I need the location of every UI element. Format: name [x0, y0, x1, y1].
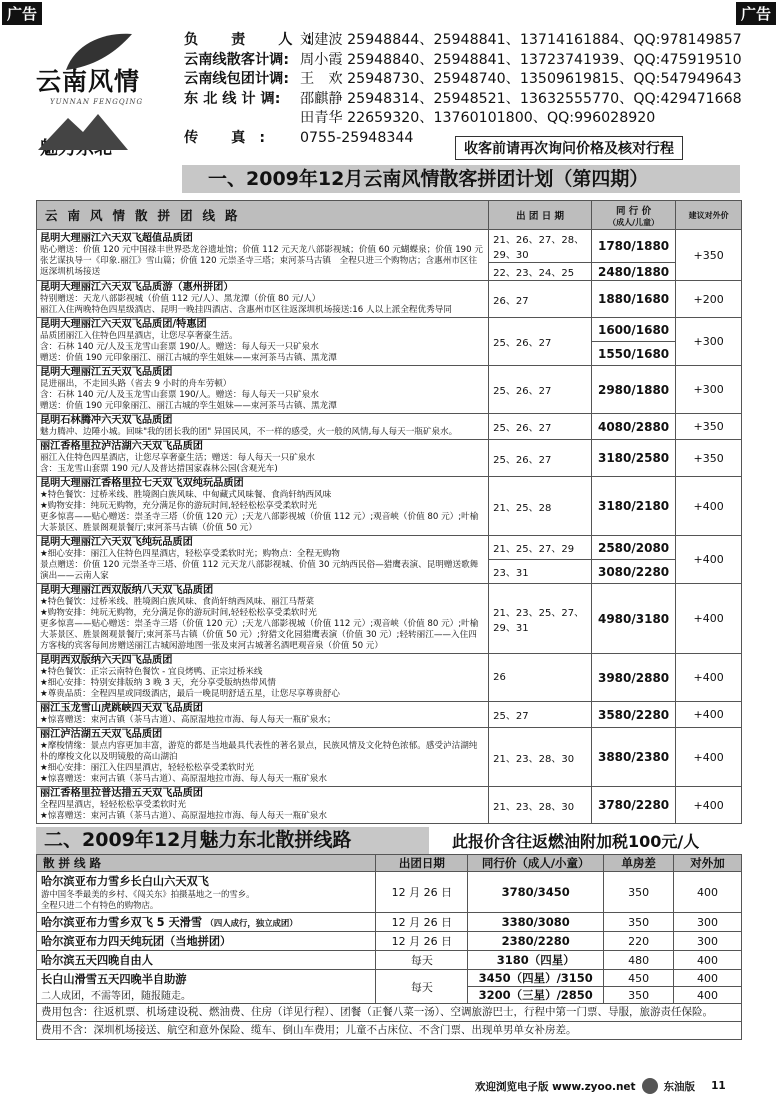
table-row: 22、23、24、25 2480/1880 [37, 263, 742, 281]
table-row: 3200（三星）/2850 350 400 [37, 987, 742, 1004]
table-row: 丽江玉龙雪山虎跳峡四天双飞品质团 ★惊喜赠送：束河古镇（茶马古道）、高原湿地拉市海、每人每天一瓶矿泉水； 25、27 3580/2280 +400 [37, 702, 742, 728]
table-row: 丽江香格里拉普达措五天双飞品质团 全程四星酒店，轻轻松松享受柔软时光 ★惊喜赠送：束河古镇（茶马古道）、高原湿地拉市海、每人每天一瓶矿泉水 21、23、28、30 3780/2280 +400 [37, 787, 742, 824]
col2-out: 对外加 [674, 855, 742, 872]
table-row: 昆明大理丽江西双版纳八天双飞品质团 ★特色餐饮：过桥米线、胜境阁白族风味、食尚轩纳西风味、丽江马帮菜 ★购物安排：纯玩无购物，充分满足你的游玩时间,轻轻松松享受柔软时光 更多惊喜——贴心赠送：崇圣寺三塔（价值 120 元）;天龙八部影视城（价值 112 元）;观音峡（价值 80 元）;叶榆大茶景区、胜景阁观景餐厅;束河茶马古镇（价值 50 元）;狩猎文化园猎鹰表演（价值 30 元）;轻转丽江——入住四方客栈的宾客每间房赠送丽江古城闲游地图一张及束河古城著名酒吧观音泉（价值 50 元） 21、23、25、27、29、31 4980/3180 +400 [37, 584, 742, 654]
contact-value: 王 欢 25948730、25948740、13509619815、QQ:547949643 [300, 71, 742, 88]
footer-logo-icon [642, 1078, 658, 1094]
col2-price: 同行价（成人/小童） [468, 855, 604, 872]
footer-site[interactable]: 欢迎浏览电子版 www.zyoo.net [475, 1080, 636, 1093]
dongbei-table [36, 854, 742, 1040]
table-row: 哈尔滨五天四晚自由人 每天 3180（四星） 480 400 [37, 951, 742, 970]
contact-row [184, 31, 742, 51]
section2-title: 二、2009年12月魅力东北散拼线路 [36, 827, 429, 854]
footer-page: 11 [711, 1080, 726, 1092]
table-row: 昆明大理丽江六天双飞品质团/特惠团 品质团丽江入住特色四星酒店，让您尽享奢豪生活。 含：石林 140 元/人及玉龙雪山套票 190/人。赠送：每人每天一只矿泉水 赠送：价值 190 元印象丽江、丽江古城的孪生姐妹——束河茶马古镇、黑龙潭 25、26、27 1600/1680 +300 [37, 318, 742, 342]
col2-route: 散 拼 线 路 [37, 855, 376, 872]
contact-value: 刘建波 25948844、25948841、13714161884、QQ:978149857 [300, 32, 742, 48]
footer [475, 1078, 726, 1094]
contact-label [184, 109, 300, 129]
table-row: 昆明大理丽江六天双飞超值品质团 贴心赠送：价值 120 元中国禄丰世界恐龙谷遗址馆；价值 112 元天龙八部影视城；价值 60 元蝴蝶泉；价值 190 元张艺谋执导一《印象.丽江》雪山篇；价值 120 元崇圣寺三塔；束河茶马古镇 全程只进三个购物店；含惠州市区往返深圳机场接送 21、26、27、28、29、30 1780/1880 +350 [37, 230, 742, 263]
table-row: 昆明石林腾冲六天双飞品质团 魅力腾冲、边陲小城。回味"我的团长我的团" 异国民风，不一样的感受，火一般的风情,每人每天一瓶矿泉水。 25、26、27 4080/2880 +350 [37, 414, 742, 440]
notice-box: 收客前请再次询问价格及核对行程 [455, 136, 683, 160]
contact-list [184, 31, 742, 149]
contact-row [184, 109, 742, 129]
table-row: 哈尔滨亚布力四天纯玩团（当地拼团） 12 月 26 日 2380/2280 220 300 [37, 932, 742, 951]
contact-label: 传 真: [184, 129, 279, 146]
contact-value: 邵麒静 25948314、25948521、13632555770、QQ:429471668 [300, 90, 742, 107]
col-dates: 出 团 日 期 [489, 201, 592, 230]
contact-value: 周小霞 25948840、25948841、13723741939、QQ:475919510 [300, 51, 742, 68]
table-row: 长白山滑雪五天四晚半自助游 二人成团，不需等团，随报随走。 每天 3450（四星）/3150 450 400 [37, 970, 742, 987]
section2-note: 此报价含往返燃油附加税100元/人 [452, 832, 700, 851]
table-row: 丽江泸沽湖五天双飞品质团 ★摩梭情缘：景点内容更加丰富，游览的都是当地最具代表性的著名景点，民族风情及文化特色浓郁。感受泸沽湖纯朴的摩梭文化以及明镜般的高山湖泊 ★细心安排：丽江入住四星酒店，轻轻松松享受柔软时光 ★惊喜赠送：束河古镇（茶马古道）、高原湿地拉市海、每人每天一瓶矿泉水 21、23、28、30 3880/2380 +400 [37, 728, 742, 787]
table-row: 昆明大理丽江六天双飞纯玩品质团 ★细心安排：丽江入住特色四星酒店，轻松享受柔软时光；购物点：全程无购物 景点赠送：价值 120 元崇圣寺三塔、价值 112 元天龙八部影视城、价值 30 元纳西民俗—猎鹰表演、昆明赠送歌舞演出——云南人家 21、25、27、29 2580/2080 +400 [37, 536, 742, 560]
section1-title: 一、2009年12月云南风情散客拼团计划（第四期） [182, 165, 740, 193]
table-row: 费用不含：深圳机场接送、航空和意外保险、缆车、倒山车费用；儿童不占床位、不含门票、出现单男单女补房差。 [37, 1022, 742, 1040]
col2-dates: 出团日期 [376, 855, 468, 872]
col2-diff: 单房差 [604, 855, 674, 872]
leaf-logo-icon [56, 32, 136, 72]
mountain-logo-icon [38, 110, 128, 150]
contact-value: 0755-25948344 [300, 129, 414, 146]
yunnan-table [36, 200, 742, 824]
contact-label: 云南线散客计调: [184, 51, 289, 68]
contact-label: 东 北 线 计 调: [184, 90, 281, 107]
logo-yunnan: 云南风情 [36, 67, 141, 96]
contact-row [184, 51, 742, 71]
table-row: 昆明大理丽江香格里拉七天双飞双纯玩品质团 ★特色餐饮：过桥米线、胜境阁白族风味、中甸藏式风味餐、食尚轩纳西风味 ★购物安排：纯玩无购物，充分满足你的游玩时间,轻轻松松享受柔软时光 更多惊喜——贴心赠送：崇圣寺三塔（价值 120 元）;天龙八部影视城（价值 112 元）;观音峡（价值 80 元）;叶榆大茶景区、胜景阁观景餐厅;束河茶马古镇（价值 50 元） 21、25、28 3180/2180 +400 [37, 477, 742, 536]
table-row: 丽江香格里拉泸沽湖六天双飞品质团 丽江入住特色四星酒店，让您尽享奢豪生活；赠送：每人每天一只矿泉水 含：玉龙雪山套票 190 元/人及普达措国家森林公园(含观光车) 25、26、27 3180/2580 +350 [37, 440, 742, 477]
footer-edition: 东油版 [663, 1080, 696, 1093]
table-row: 费用包含：往返机票、机场建设税、燃油费、住房（详见行程）、团餐（正餐八菜一汤）、空调旅游巴士，行程中第一门票、导服，旅游责任保险。 [37, 1004, 742, 1022]
col-price: 同 行 价 （成人/儿童） [591, 201, 675, 230]
table-row: 哈尔滨亚布力雪乡双飞 5 天滑雪 （四人成行，独立成团） 12 月 26 日 3380/3080 350 300 [37, 913, 742, 932]
table-row: 昆明大理丽江五天双飞品质团 昆进丽出，不走回头路（省去 9 小时的舟车劳顿） 含：石林 140 元/人及玉龙雪山套票 190/人。赠送：每人每天一只矿泉水 赠送：价值 190 元印象丽江、丽江古城的孪生姐妹——束河茶马古镇、黑龙潭 25、26、27 2980/1880 +300 [37, 366, 742, 414]
col-out: 建议对外价 [676, 201, 742, 230]
contact-label: 负 责 人: [184, 32, 327, 48]
table-row: 哈尔滨亚布力雪乡长白山六天双飞 游中国冬季最美的乡村、《闯关东》拍摄基地之一的雪乡。 全程只进二个有特色的购物店。 12 月 26 日 3780/3450 350 400 [37, 872, 742, 913]
table-row: 23、31 3080/2280 [37, 560, 742, 584]
logo-block [36, 32, 158, 160]
table-row: 1550/1680 [37, 342, 742, 366]
logo-yunnan-sub: YUNNAN FENGQING [50, 98, 144, 106]
contact-row [184, 90, 742, 110]
contact-value: 田青华 22659320、13760101800、QQ:996028920 [300, 110, 656, 127]
table-row: 昆明大理丽江六天双飞品质游（惠州拼团） 特别赠送：天龙八部影视城（价值 112 元/人）、黑龙潭（价值 80 元/人） 丽江入住两晚特色四星级酒店、昆明一晚挂四酒店、含惠州市区往返深圳机场接送:16 人以上派全程优秀导同 26、27 1880/1680 +200 [37, 281, 742, 318]
ad-tag-right: 广告 [736, 2, 776, 25]
contact-row [184, 70, 742, 90]
ad-tag-left: 广告 [2, 2, 42, 25]
table-row: 昆明西双版纳六天四飞品质团 ★特色餐饮：正宗云南特色餐饮 - 宜良烤鸭、正宗过桥米线 ★细心安排：特别安排版纳 3 晚 3 天，充分享受版纳热带风情 ★尊贵品质：全程四星或同级酒店，最后一晚昆明舒适五星，让您尽享尊贵舒心 26 3980/2880 +400 [37, 654, 742, 702]
col-route: 云南风情散拼团线路 [37, 201, 489, 230]
contact-label: 云南线包团计调: [184, 71, 289, 88]
